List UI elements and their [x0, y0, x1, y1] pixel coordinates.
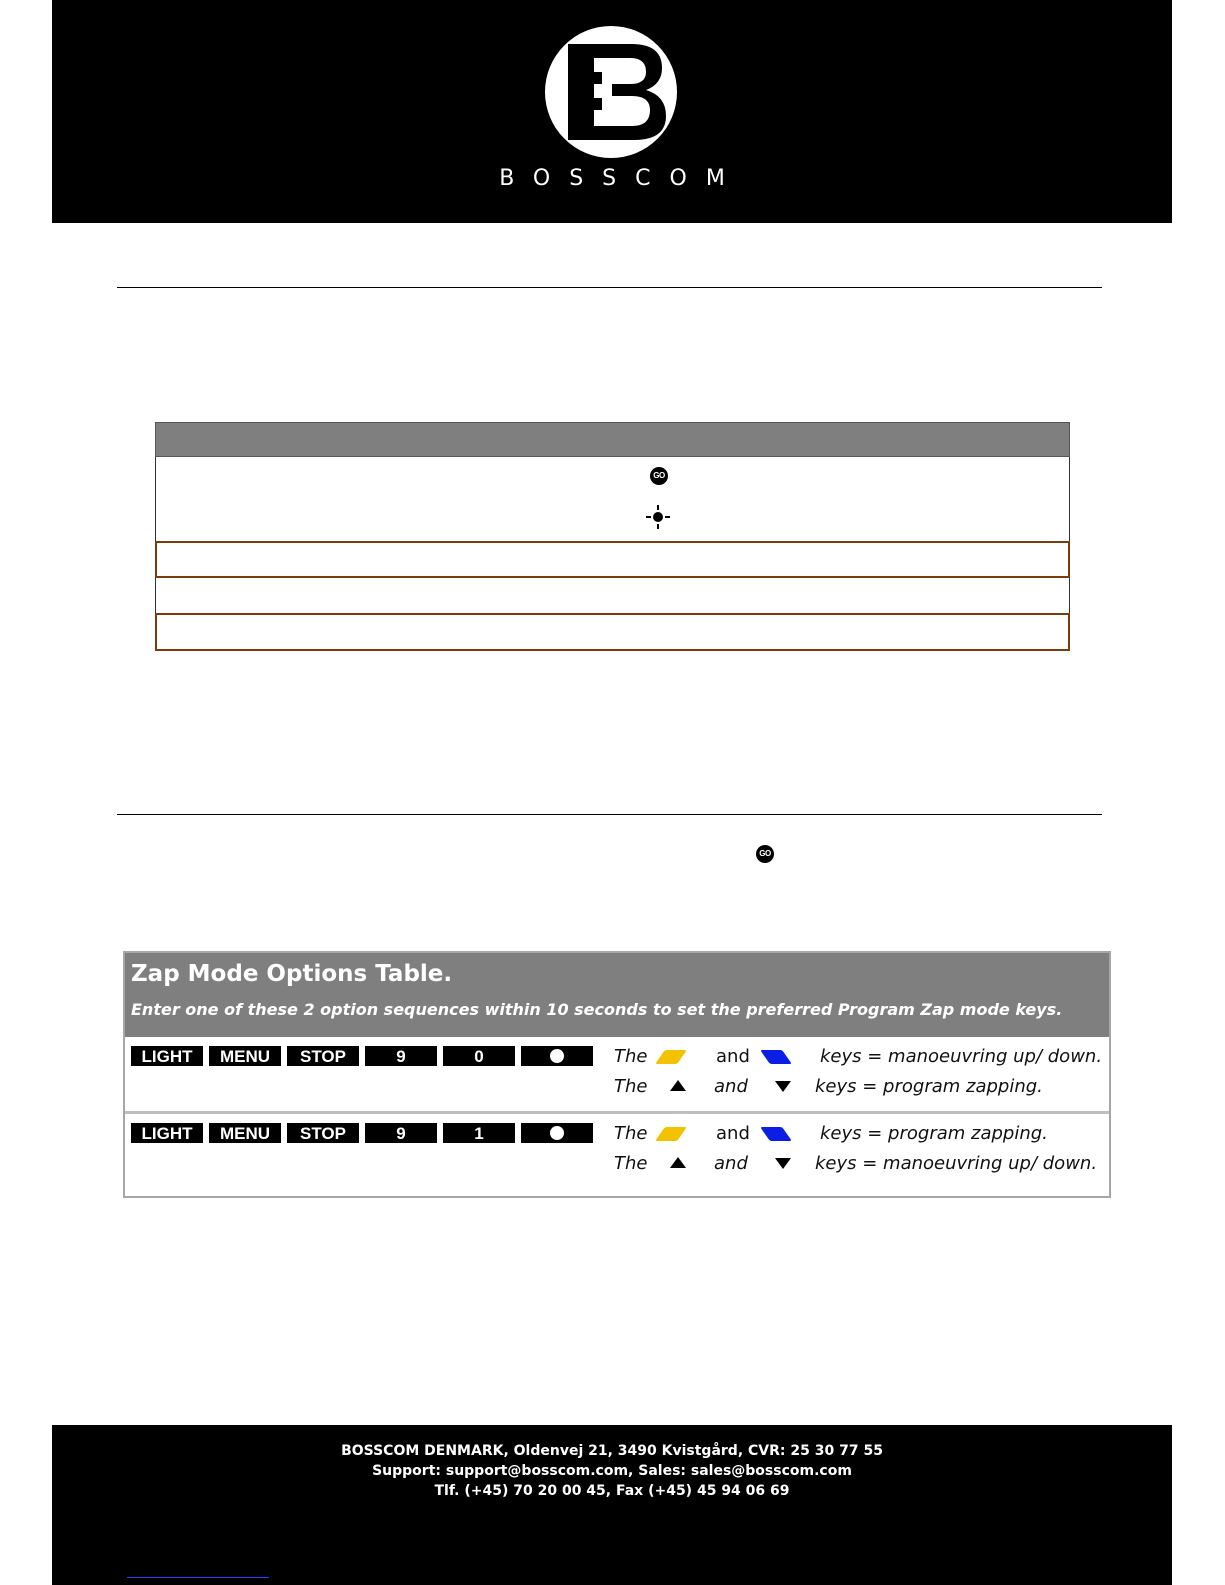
page-footer — [52, 1425, 1172, 1585]
key-description: keys = manoeuvring up/ down. — [815, 1153, 1098, 1174]
the-label: The — [614, 1046, 648, 1067]
and-label: and — [716, 1046, 750, 1067]
and-label: and — [714, 1076, 748, 1097]
yellow-key-icon — [655, 1127, 687, 1141]
zap-table-header — [125, 953, 1109, 1037]
footer-address: BOSSCOM DENMARK, Oldenvej 21, 3490 Kvistgård, CVR: 25 30 77 55 — [341, 1443, 883, 1459]
brand-name: BOSSCOM — [499, 166, 744, 191]
the-label: The — [614, 1076, 648, 1097]
ok-key — [521, 1046, 593, 1066]
options-table-header — [155, 422, 1070, 457]
up-arrow-icon — [670, 1080, 686, 1091]
section-divider — [117, 814, 1102, 815]
zap-mode-options-table — [123, 951, 1111, 1198]
digit-9-key: 9 — [365, 1123, 437, 1143]
dot-icon — [550, 1126, 564, 1140]
blue-key-icon — [760, 1127, 792, 1141]
the-label: The — [614, 1153, 648, 1174]
zap-option-row — [125, 1037, 1109, 1111]
go-icon: GO — [756, 845, 774, 863]
footer-phone: Tlf. (+45) 70 20 00 45, Fax (+45) 45 94 06 69 — [434, 1483, 790, 1499]
yellow-key-icon — [655, 1050, 687, 1064]
footer-hyperlink[interactable] — [127, 1577, 269, 1578]
and-label: and — [716, 1123, 750, 1144]
down-arrow-icon — [775, 1158, 791, 1169]
up-arrow-icon — [670, 1157, 686, 1168]
blue-key-icon — [760, 1050, 792, 1064]
light-key: LIGHT — [131, 1123, 203, 1143]
down-arrow-icon — [775, 1081, 791, 1092]
options-table-body — [155, 457, 1070, 541]
stop-key: STOP — [287, 1046, 359, 1066]
digit-9-key: 9 — [365, 1046, 437, 1066]
options-table-row — [155, 541, 1070, 578]
zap-table-subtitle: Enter one of these 2 option sequences within 10 seconds to set the preferred Program Zap mode keys. — [131, 1000, 1063, 1019]
the-label: The — [614, 1123, 648, 1144]
stop-key: STOP — [287, 1123, 359, 1143]
and-label: and — [714, 1153, 748, 1174]
key-description: keys = program zapping. — [815, 1076, 1043, 1097]
go-icon: GO — [650, 467, 668, 485]
digit-1-key: 1 — [443, 1123, 515, 1143]
page-header — [52, 0, 1172, 223]
target-icon — [646, 505, 670, 529]
zap-option-row — [125, 1111, 1109, 1196]
options-table-row — [155, 613, 1070, 651]
digit-0-key: 0 — [443, 1046, 515, 1066]
light-key: LIGHT — [131, 1046, 203, 1066]
options-table-row — [155, 578, 1070, 613]
bosscom-logo-icon — [534, 22, 689, 162]
zap-table-title: Zap Mode Options Table. — [131, 961, 453, 987]
dot-icon — [550, 1049, 564, 1063]
options-table — [155, 422, 1070, 651]
ok-key — [521, 1123, 593, 1143]
footer-contact: Support: support@bosscom.com, Sales: sales@bosscom.com — [372, 1463, 852, 1479]
key-description: keys = manoeuvring up/ down. — [820, 1046, 1103, 1067]
section-divider — [117, 287, 1102, 288]
key-description: keys = program zapping. — [820, 1123, 1048, 1144]
menu-key: MENU — [209, 1123, 281, 1143]
menu-key: MENU — [209, 1046, 281, 1066]
